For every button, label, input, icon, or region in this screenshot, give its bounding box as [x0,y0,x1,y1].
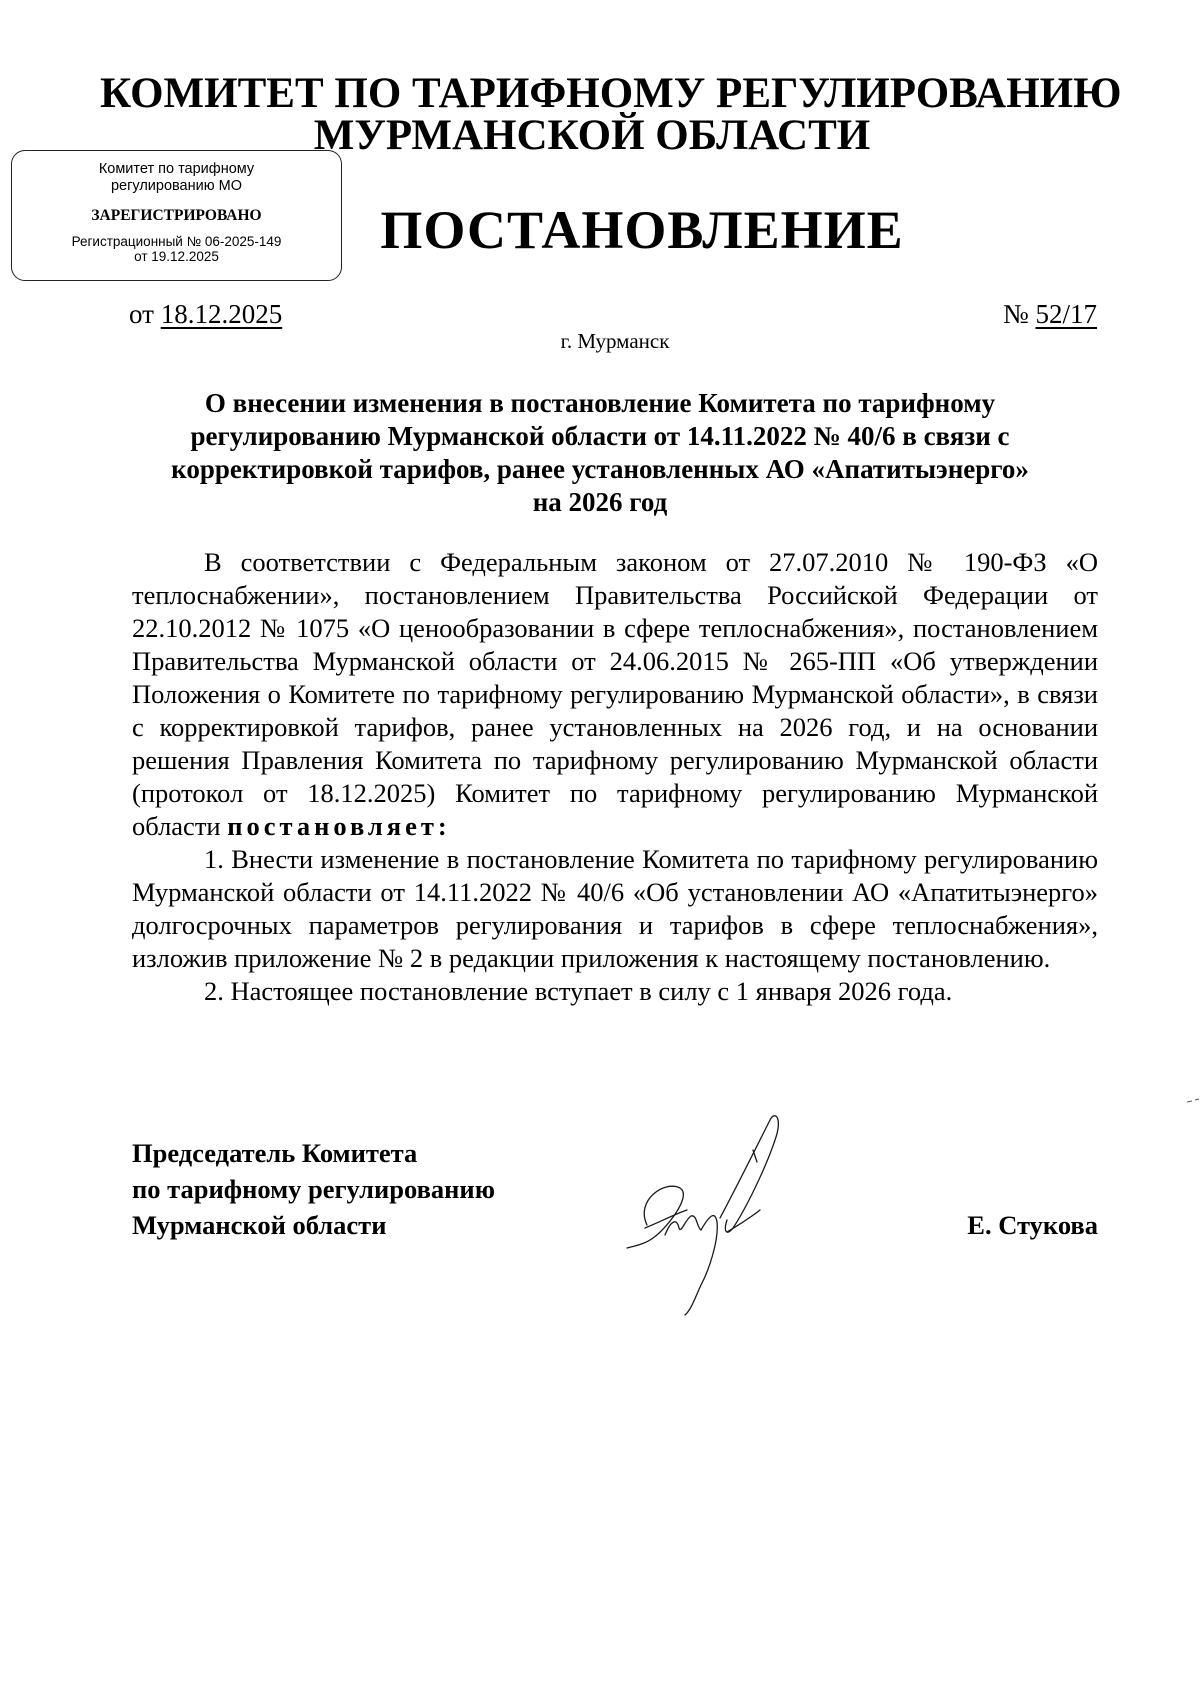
organization-name-line2: МУРМАНСКОЙ ОБЛАСТИ [313,112,871,159]
document-body [132,546,1098,1008]
item-2: 2. Настоящее постановление вступает в силу с 1 января 2026 года. [204,976,953,1006]
number-prefix: № [1002,299,1029,329]
document-number [1003,298,1097,330]
stamp-reg-number: Регистрационный № 06-2025-149 [71,234,282,249]
registration-stamp [11,150,342,281]
item-1: 1. Внести изменение в постановление Комитета по тарифному регулированию Мурманской области от 14.11.2022 № 40/6 «Об установлении АО «Апатитыэнерго» долгосрочных параметров регулирования и тарифов в сфере теплоснабжения», изложив приложение № 2 в редакции приложения к настоящему постановлению. [132,844,1098,973]
margin-mark [1186,1098,1200,1104]
position-line3: Мурманской области [132,1210,387,1240]
title-line4: на 2026 год [532,487,668,517]
number-value: 52/17 [1035,299,1097,329]
preamble-text: В соответствии с Федеральным законом от 27.07.2010 № 190-ФЗ «О теплоснабжении», постановлением Правительства Российской Федерации от 22.10.2012 № 1075 «О ценообразовании в сфере теплоснабжения», постановлением Правительства Мурманской области от 24.06.2015 № 265-ПП «Об утверждении Положения о Комитете по тарифному регулированию Мурманской области», в связи с корректировкой тарифов, ранее установленных на 2026 год, и на основании решения Правления Комитета по тарифному регулированию Мурманской области (протокол от 18.12.2025) Комитет по тарифному регулированию Мурманской области [132,547,1098,841]
document-date [129,298,282,330]
position-line2: по тарифному регулированию [132,1174,495,1204]
date-prefix: от [129,299,154,329]
date-value: 18.12.2025 [160,299,283,329]
position-line1: Председатель Комитета [132,1138,418,1168]
document-type-title: ПОСТАНОВЛЕНИЕ [380,200,904,260]
city: г. Мурманск [560,329,670,353]
signatory-position [132,1135,495,1243]
stamp-org-line1: Комитет по тарифному [98,161,255,177]
document-subject-title [140,387,1060,519]
title-line3: корректировкой тарифов, ранее установленных АО «Апатитыэнерго» [171,454,1029,484]
stamp-reg-date: от 19.12.2025 [134,249,219,264]
stamp-status: ЗАРЕГИСТРИРОВАНО [91,207,262,224]
title-line2: регулированию Мурманской области от 14.11.2022 № 40/6 в связи с [190,421,1010,451]
title-line1: О внесении изменения в постановление Комитета по тарифному [204,388,996,418]
handwritten-signature [605,1110,805,1320]
stamp-org-line2: регулированию МО [110,178,242,194]
organization-name-line1: КОМИТЕТ ПО ТАРИФНОМУ РЕГУЛИРОВАНИЮ [100,70,1122,117]
decree-word: постановляет: [227,811,451,841]
signatory-name: Е. Стукова [967,1210,1098,1240]
preamble-paragraph [132,546,1098,843]
